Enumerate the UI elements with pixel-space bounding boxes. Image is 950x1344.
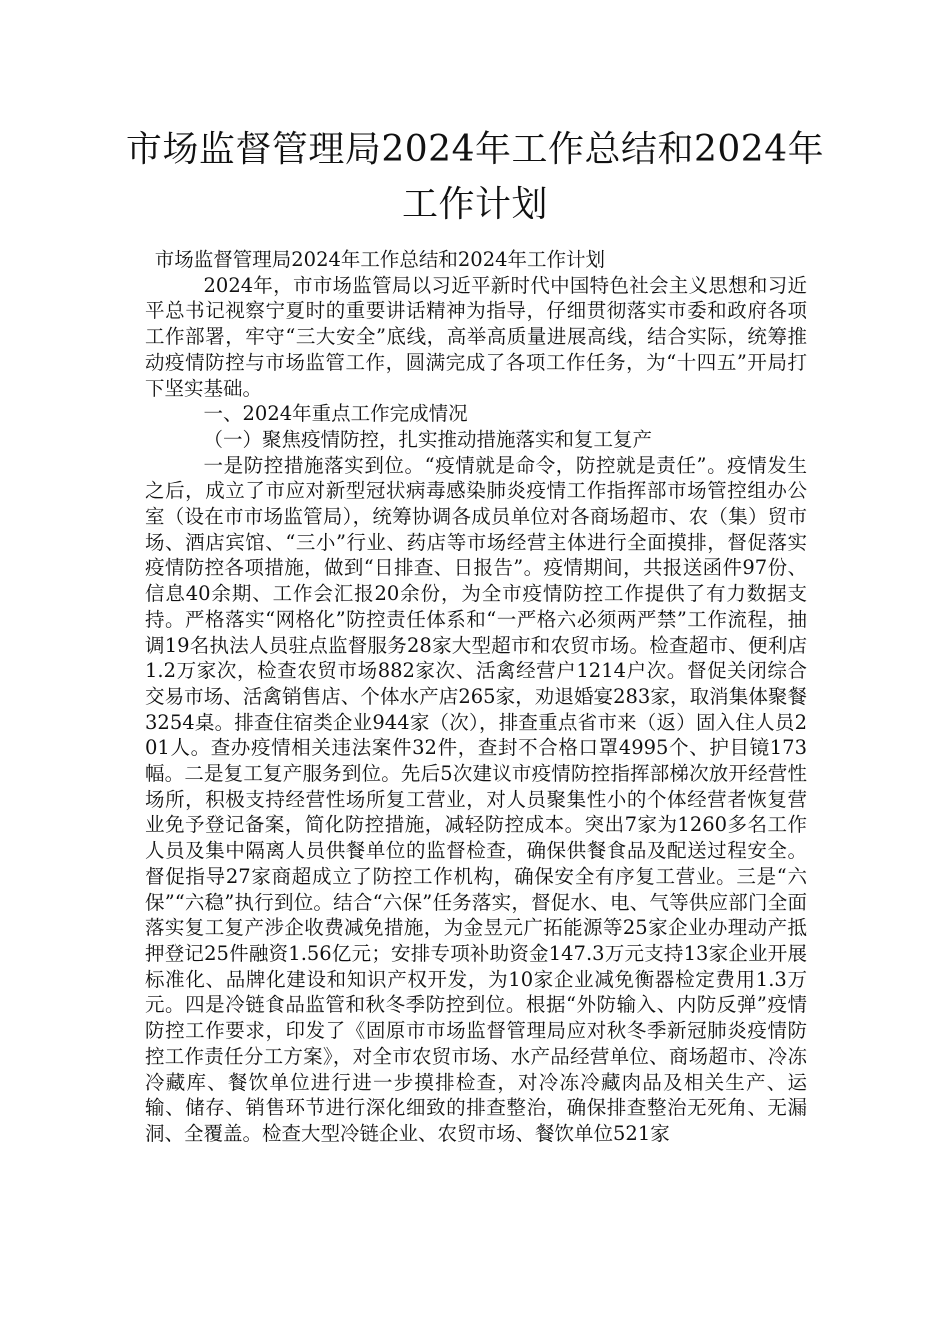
paragraph-body: 一是防控措施落实到位。“疫情就是命令，防控就是责任”。疫情发生之后，成立了市应对新型冠状病毒感染肺炎疫情工作指挥部市场管控组办公室（设在市市场监管局），统筹协调各成员单位对各商场超市、农（集）贸市场、酒店宾馆、“三小”行业、药店等市场经营主体进行全面摸排，督促落实疫情防控各项措施，做到“日排查、日报告”。疫情期间，共报送函件97份、信息40余期、工作会汇报20余份，为全市疫情防控工作提供了有力数据支持。严格落实“网格化”防控责任体系和“一严格六必须两严禁”工作流程，抽调19名执法人员驻点监督服务28家大型超市和农贸市场。检查超市、便利店1.2万家次，检查农贸市场882家次、活禽经营户1214户次。督促关闭综合交易市场、活禽销售店、个体水产店265家，劝退婚宴283家，取消集体聚餐3254桌。排查住宿类企业944家（次），排查重点省市来（返）固入住人员201人。查办疫情相关违法案件32件，查封不合格口罩4995个、护目镜173幅。二是复工复产服务到位。先后5次建议市疫情防控指挥部梯次放开经营性场所，积极支持经营性场所复工营业，对人员聚集性小的个体经营者恢复营业免予登记备案，简化防控措施，减轻防控成本。突出7家为1260多名工作人员及集中隔离人员供餐单位的监督检查，确保供餐食品及配送过程安全。督促指导27家商超成立了防控工作机构，确保安全有序复工营业。三是“六保”“六稳”执行到位。结合“六保”任务落实，督促水、电、气等供应部门全面落实复工复产涉企收费减免措施，为金昱元广拓能源等25家企业办理动产抵押登记25件融资1.56亿元；安排专项补助资金147.3万元支持13家企业开展标准化、品牌化建设和知识产权开发，为10家企业减免衡器检定费用1.3万元。四是冷链食品监管和秋冬季防控到位。根据“外防输入、内防反弹”疫情防控工作要求，印发了《固原市市场监督管理局应对秋冬季新冠肺炎疫情防控工作责任分工方案》，对全市农贸市场、水产品经营单位、商场超市、冷冻冷藏库、餐饮单位进行进一步摸排检查，对冷冻冷藏肉品及相关生产、运输、储存、销售环节进行深化细致的排查整治，确保排查整治无死角、无漏洞、全覆盖。检查大型冷链企业、农贸市场、餐饮单位521家: [145, 453, 807, 1145]
subsection-heading: （一）聚焦疫情防控，扎实推动措施落实和复工复产: [203, 427, 653, 451]
document-body: [145, 247, 807, 1147]
document-title: 市场监督管理局2024年工作总结和2024年工作计划: [125, 129, 825, 225]
paragraph-intro: 2024年，市市场监管局以习近平新时代中国特色社会主义思想和习近平总书记视察宁夏时的重要讲话精神为指导，仔细贯彻落实市委和政府各项工作部署，牢守“三大安全”底线，高举高质量进展高线，结合实际，统筹推动疫情防控与市场监管工作，圆满完成了各项工作任务，为“十四五”开局打下坚实基础。: [145, 273, 807, 400]
section-heading: 一、2024年重点工作完成情况: [203, 402, 468, 426]
document-subtitle: 市场监督管理局2024年工作总结和2024年工作计划: [154, 248, 606, 271]
